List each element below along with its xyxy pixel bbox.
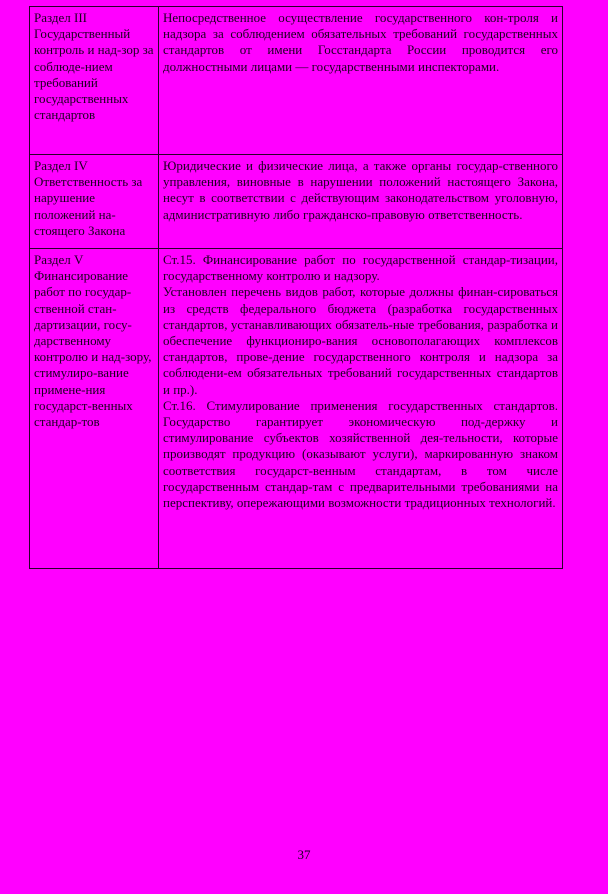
section-content-cell xyxy=(159,249,563,569)
section-3-title: Раздел III Государственный контроль и над-зор за соблюде-нием требований государственных стандартов xyxy=(34,10,154,123)
section-content-cell xyxy=(159,7,563,155)
section-5-paragraph-1: Ст.15. Финансирование работ по государственной стандар-тизации, государственному контролю и надзору. xyxy=(163,252,558,284)
section-content-cell xyxy=(159,155,563,249)
section-5-paragraph-2: Установлен перечень видов работ, которые должны финан-сироваться из средств федерального бюджета (разработка государственных стандартов, устанавливающих обязатель-ные требования, разработка и обеспечение функциониро-вания основополагающих комплексов стандартов, прове-дение государственного контроля и надзора за соблюдени-ем обязательных требований государственных стандартов и пр.). xyxy=(163,284,558,397)
section-4-title: Раздел IV Ответственность за нарушение положений на-стоящего Закона xyxy=(34,158,143,238)
section-title-cell xyxy=(30,249,159,569)
table-row-section-3 xyxy=(30,7,563,155)
table-row-section-4 xyxy=(30,155,563,249)
section-5-title: Раздел V Финансирование работ по государ-ственной стан-дартизации, госу-дарственному контролю и над-зору, стимулиро-вание примене-ния государст-венных стандар-тов xyxy=(34,252,152,430)
section-title-cell xyxy=(30,7,159,155)
section-5-paragraph-3: Ст.16. Стимулирование применения государственных стандартов. Государство гарантирует экономическую под-держку и стимулирование субъектов хозяйственной дея-тельности, которые производят продукцию (оказывают услуги), маркированную знаком соответствия государст-венным стандартам, в том числе государственным стандар-там с предварительными требованиями на перспективу, опережающими возможности традиционных технологий. xyxy=(163,397,558,511)
page-number: 37 xyxy=(297,847,311,862)
section-title-cell xyxy=(30,155,159,249)
section-3-paragraph-1: Непосредственное осуществление государственного кон-троля и надзора за соблюдением обязательных требований государственных стандартов от имени Госстандарта России проводится его должностными лицами — государственными инспекторами. xyxy=(163,10,558,74)
sections-table xyxy=(29,6,563,569)
section-4-paragraph-1: Юридические и физические лица, а также органы государ-ственного управления, виновные в нарушении положений настоящего Закона, несут в соответствии с действующим законодательством уголовную, административную либо гражданско-правовую ответственность. xyxy=(163,158,558,222)
table-row-section-5 xyxy=(30,249,563,569)
